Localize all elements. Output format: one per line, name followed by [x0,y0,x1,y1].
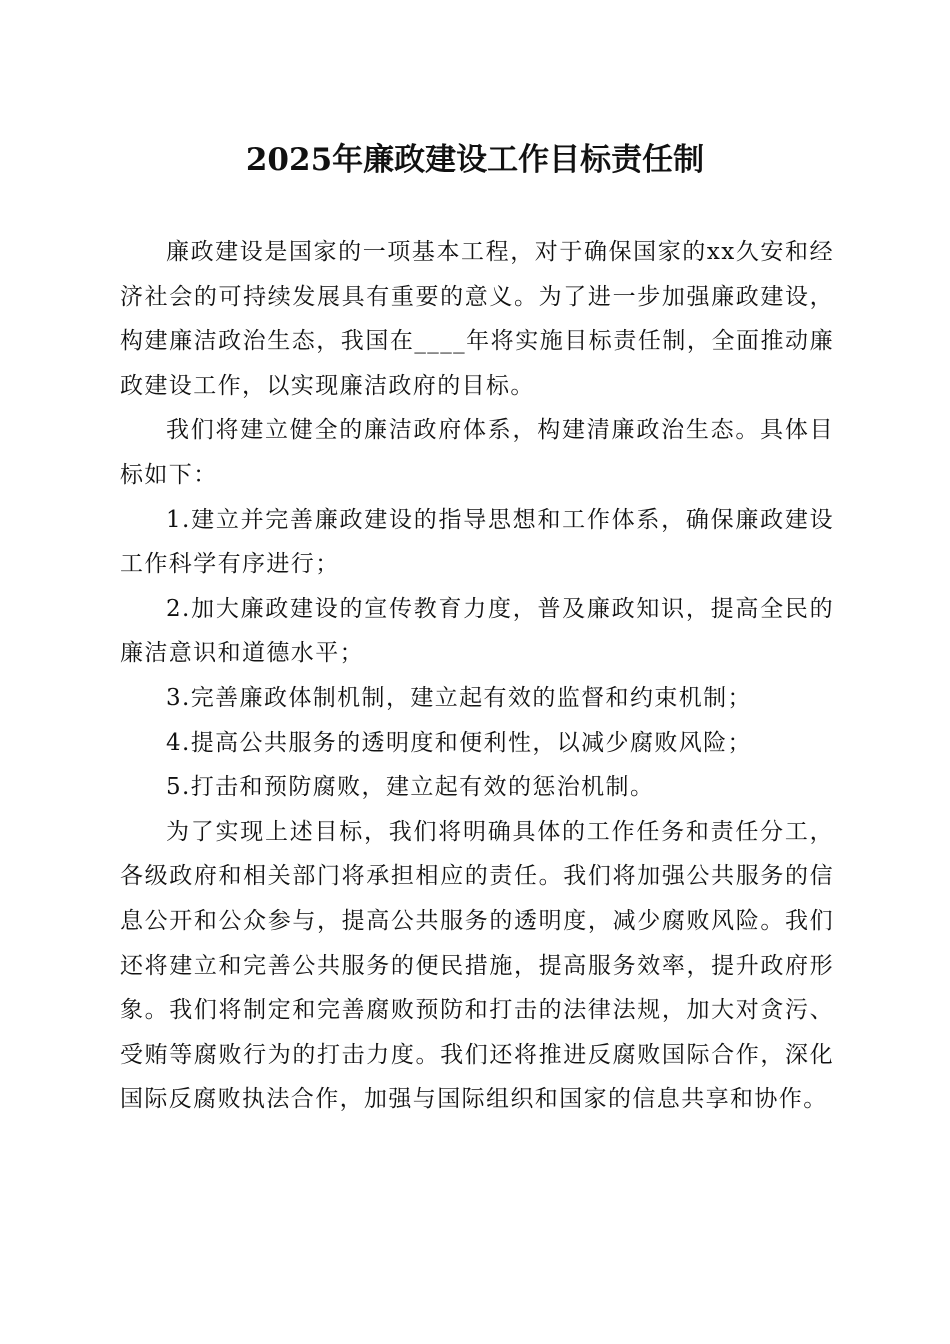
paragraph-implementation: 为了实现上述目标，我们将明确具体的工作任务和责任分工，各级政府和相关部门将承担相应的责任。我们将加强公共服务的信息公开和公众参与，提高公共服务的透明度，减少腐败风险。我们还将建立和完善公共服务的便民措施，提高服务效率，提升政府形象。我们将制定和完善腐败预防和打击的法律法规，加大对贪污、受贿等腐败行为的打击力度。我们还将推进反腐败国际合作，深化国际反腐败执法合作，加强与国际组织和国家的信息共享和协作。 [120,818,834,1113]
document-title: 2025年廉政建设工作目标责任制 [245,142,705,178]
goal-item-1: 1.建立并完善廉政建设的指导思想和工作体系，确保廉政建设工作科学有序进行； [120,506,834,578]
paragraph-intro: 廉政建设是国家的一项基本工程，对于确保国家的xx久安和经济社会的可持续发展具有重要的意义。为了进一步加强廉政建设，构建廉洁政治生态，我国在____年将实施目标责任制，全面推动廉政建设工作，以实现廉洁政府的目标。 [120,239,834,399]
paragraph-goals-intro: 我们将建立健全的廉洁政府体系，构建清廉政治生态。具体目标如下： [120,417,834,488]
goal-item-2: 2.加大廉政建设的宣传教育力度，普及廉政知识，提高全民的廉洁意识和道德水平； [120,595,834,667]
goal-item-3: 3.完善廉政体制机制，建立起有效的监督和约束机制； [166,684,752,711]
document-body [120,230,834,1122]
goal-item-5: 5.打击和预防腐败，建立起有效的惩治机制。 [166,774,655,801]
goal-item-4: 4.提高公共服务的透明度和便利性，以减少腐败风险； [166,729,752,756]
